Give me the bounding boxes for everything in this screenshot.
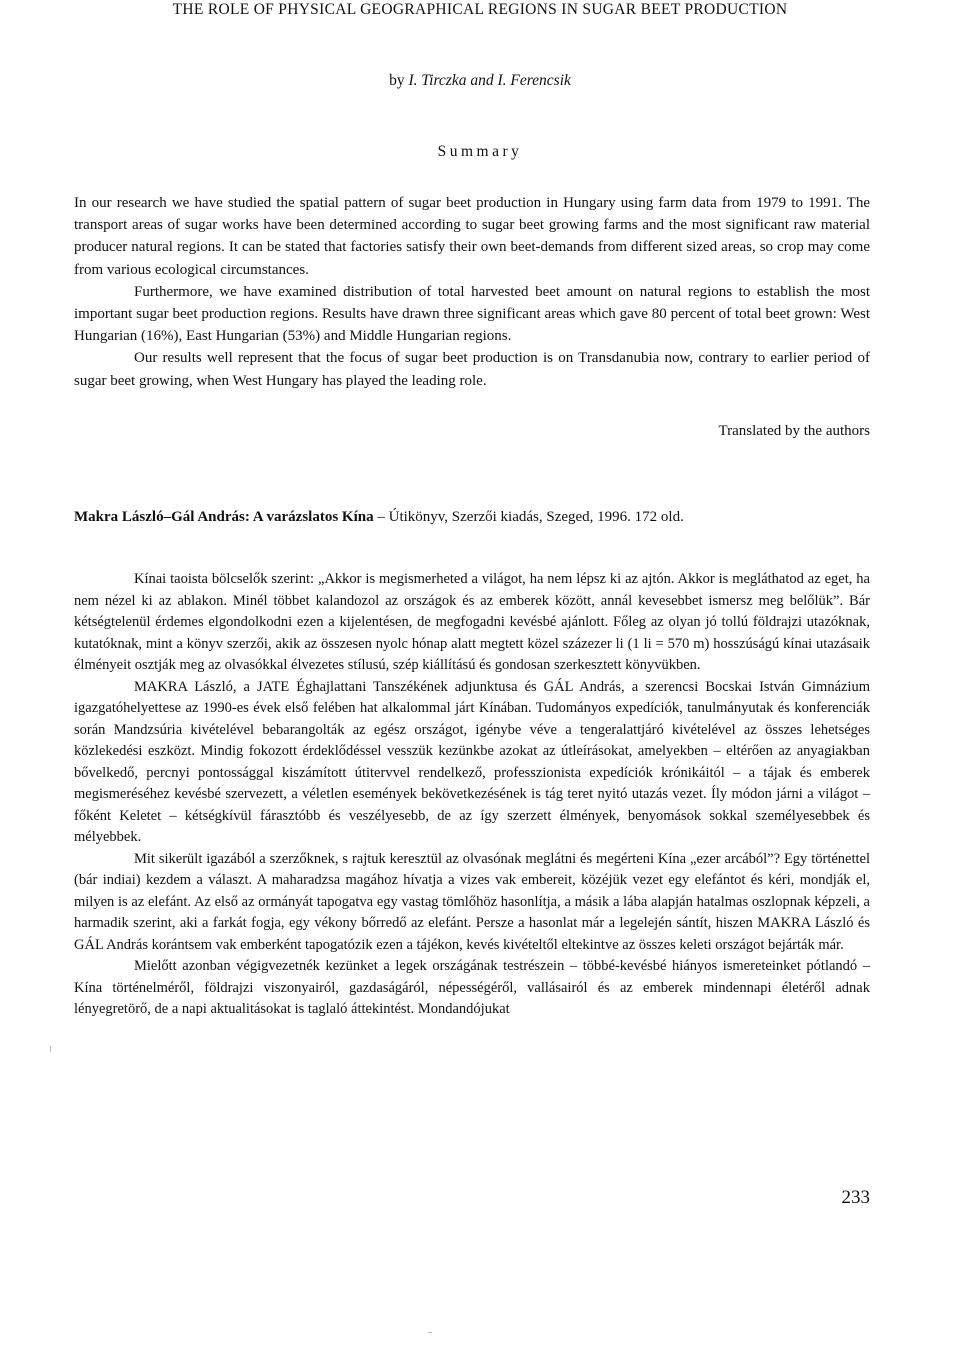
summary-paragraph: In our research we have studied the spatial pattern of sugar beet production in Hungary using farm data from 1979 to 1991. The transport areas of sugar works have been determined according to sugar beet growing farms and the most significant raw material producer natural regions. It can be stated that factories satisfy their own beet-demands from different sized areas, so crop may come from various ecological circumstances. [74, 195, 870, 278]
review-title [74, 509, 870, 526]
page-number: 233 [841, 1187, 870, 1208]
review-paragraph: Mielőtt azonban végigvezetnék kezünket a legek országának testrészein – többé-kevésbé hiányos ismereteinket pótlandó – Kína történelméről, földrajzi viszonyairól, gazdaságáról, népességéről, vallásairól és az emberek mindennapi életéről adnak lényegretörő, de a napi aktualitásokat is taglaló áttekintést. Mondandójukat [74, 958, 870, 1017]
scan-speck [428, 1332, 432, 1333]
byline-prefix: by [389, 72, 409, 89]
summary-body [74, 192, 870, 392]
scan-speck [50, 1046, 51, 1052]
review-body [74, 569, 870, 1021]
byline [0, 72, 960, 90]
summary-paragraph: Furthermore, we have examined distribution of total harvested beet amount on natural regions to establish the most important sugar beet production regions. Results have drawn three significant areas which gave 80 percent of total beet grown: West Hungarian (16%), East Hungarian (53%) and Middle Hungarian regions. [74, 283, 870, 345]
review-title-authors: Makra László–Gál András: A varázslatos Kína [74, 509, 374, 525]
byline-authors: I. Tirczka and I. Ferencsik [408, 72, 571, 89]
review-title-details: – Útikönyv, Szerzői kiadás, Szeged, 1996. 172 old. [373, 509, 684, 525]
translation-credit: Translated by the authors [718, 423, 870, 439]
running-header: THE ROLE OF PHYSICAL GEOGRAPHICAL REGIONS IN SUGAR BEET PRODUCTION [172, 1, 788, 18]
summary-paragraph: Our results well represent that the focus of sugar beet production is on Transdanubia now, contrary to earlier period of sugar beet growing, when West Hungary has played the leading role. [74, 350, 870, 389]
review-paragraph: Mit sikerült igazából a szerzőknek, s rajtuk keresztül az olvasónak meglátni és megérteni Kína „ezer arcából”? Egy történettel (bár indiai) kezdem a választ. A maharadzsa magához hívatja a vizes vak embereit, közéjük vezet egy elefántot és kéri, mondják el, milyen is az elefánt. Az első az ormányát tapogatva egy vastag tömlőhöz hasonlítja, a másik a lába alapján hatalmas oszlopnak képzeli, a harmadik szerint, aki a farkát fogja, egy vékony bőrredő az elefánt. Persze a hasonlat már a legelején sántít, hiszen MAKRA László és GÁL András korántsem vak emberként tapogatózik ezen a tájékon, kevés kivételtől eltekintve az összes keleti országot bejárták már. [74, 850, 870, 953]
review-paragraph: MAKRA László, a JATE Éghajlattani Tanszékének adjunktusa és GÁL András, a szerencsi Bocskai István Gimnázium igazgatóhelyettese az 1990-es évek első felében hat alkalommal járt Kínában. Tudományos expedíciók, tanulmányutak és konferenciák során Mandzsúria kivételével bebarangolták az egész országot, igénybe véve a tengeralattjáró kivételével az összes lehetséges közlekedési eszközt. Mindig fokozott érdeklődéssel vesszük kezünkbe azokat az útleírásokat, amelyekben – eltérően az anyagiakban bővelkedő, percnyi pontossággal kiszámított útitervvel rendelkező, professzionista expedíciók krónikáitól – a tájak és emberek megismeréséhez kevésbé szervezett, a véletlen események bekövetkezésének is tág teret nyitó utazás vezet. Íly módon járni a világot – főként Keletet – kétségkívül fárasztóbb és veszélyesebb, de az így szerzett élmények, benyomások sokkal személyesebbek és mélyebbek. [74, 678, 870, 845]
review-paragraph: Kínai taoista bölcselők szerint: „Akkor is megismerheted a világot, ha nem lépsz ki az ajtón. Akkor is megláthatod az eget, ha nem nézel ki az ablakon. Minél többet kalandozol az országok és az emberek között, annál kevesebbet ismersz meg belőlük”. Bár kétségtelenül érdemes elgondolkodni ezen a kijelentésen, de megfogadni kevésbé ajánlott. Főleg az olyan jó tollú földrajzi utazóknak, kutatóknak, mint a könyv szerzői, akik az összesen nyolc hónap alatt megtett közel százezer li (1 li = 570 m) hosszúságú kínai utazásaik élményeit osztják meg az olvasókkal élvezetes stílusú, szép kiállítású és gondosan szerkesztett könyvükben. [74, 571, 870, 673]
summary-heading: Summary [437, 143, 523, 160]
